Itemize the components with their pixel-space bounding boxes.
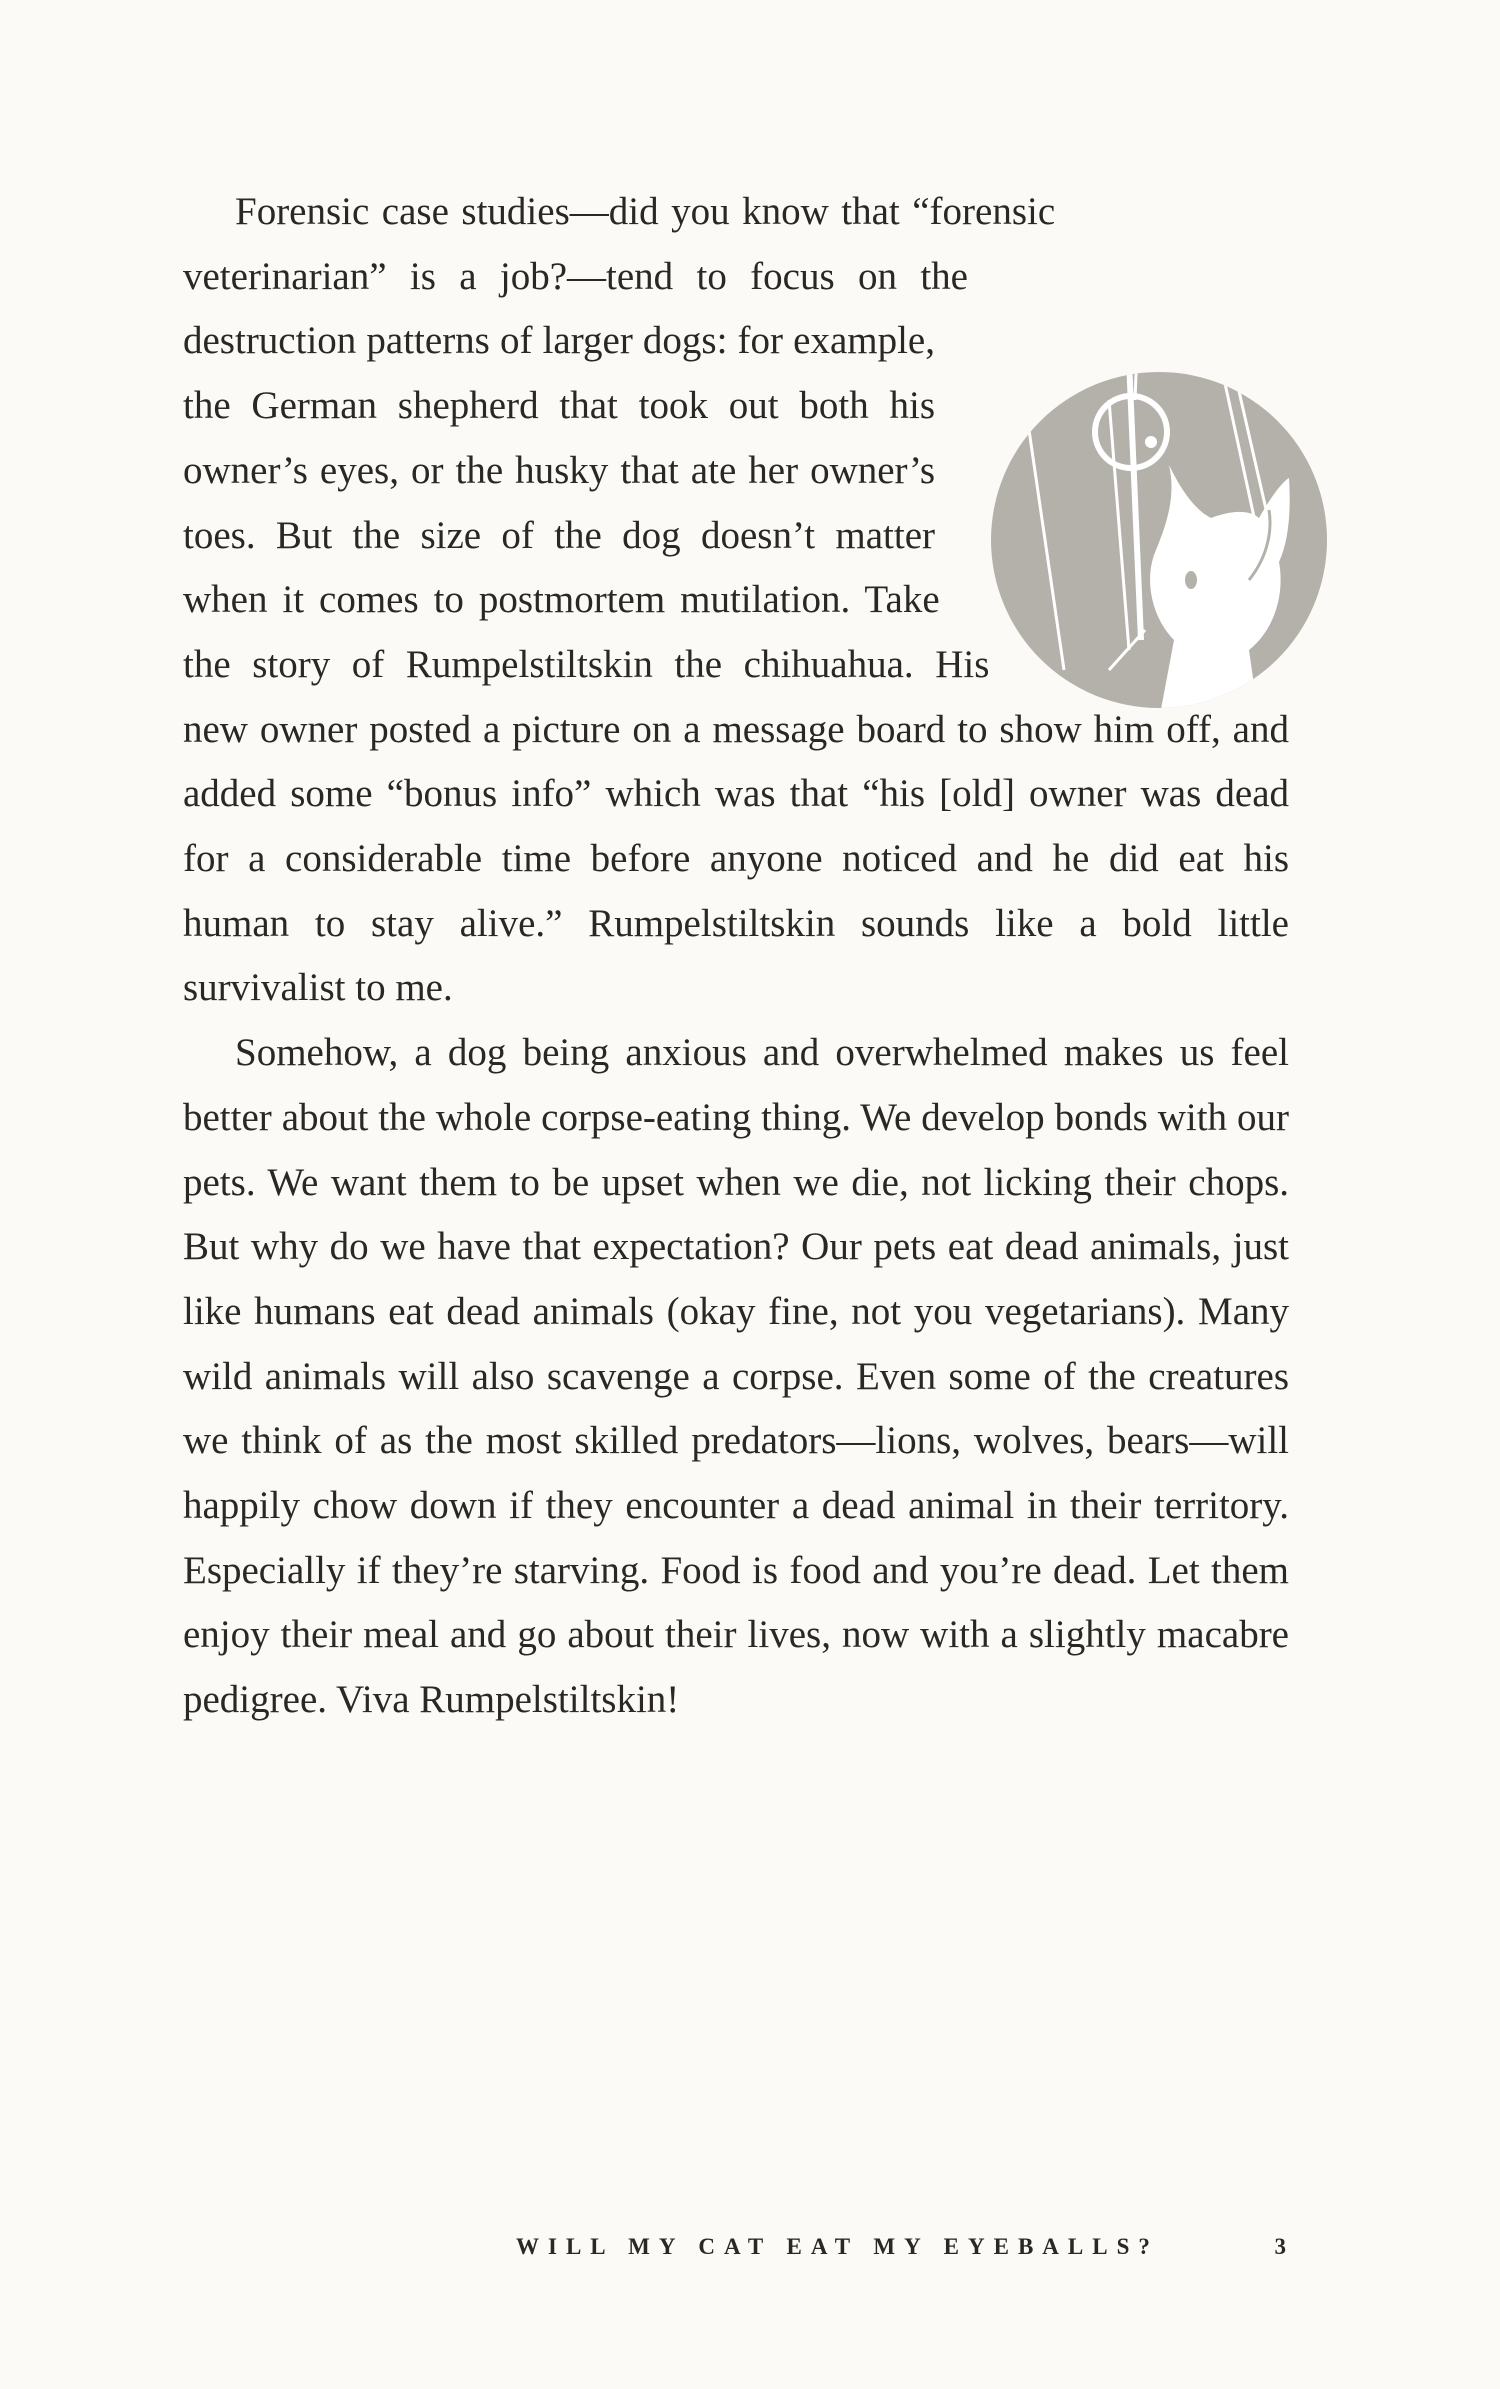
body-text <box>183 180 1289 1733</box>
paragraph-1: Forensic case studies—did you know that “forensic veterinarian” is a job?—tend to focus on the destruction patterns of larger dogs: for example, the German shepherd that took out both his owner’s eyes, or the husky that ate her owner’s toes. But the size of the dog doesn’t matter when it comes to postmortem mutilation. Take the story of Rumpelstiltskin the chihuahua. His new owner posted a picture on a message board to show him off, and added some “bonus info” which was that “his [old] owner was dead for a considerable time before anyone noticed and he did eat his human to stay alive.” Rumpelstiltskin sounds like a bold little survivalist to me. <box>183 190 1289 1010</box>
page-footer <box>516 2234 1286 2260</box>
page-number: 3 <box>1274 2234 1286 2259</box>
cat-illustration-graphic <box>959 340 1339 740</box>
running-title: WILL MY CAT EAT MY EYEBALLS? <box>516 2234 1159 2259</box>
paragraph-2: Somehow, a dog being anxious and overwhelmed makes us feel better about the whole corpse-eating thing. We develop bonds with our pets. We want them to be upset when we die, not licking their chops. But why do we have that expectation? Our pets eat dead animals, just like humans eat dead animals (okay fine, not you vegetarians). Many wild animals will also scavenge a corpse. Even some of the creatures we think of as the most skilled predators—lions, wolves, bears—will happily chow down if they encounter a dead animal in their territory. Especially if they’re starving. Food is food and you’re dead. Let them enjoy their meal and go about their lives, now with a slightly macabre pedigree. Viva Rumpelstiltskin! <box>183 1031 1289 1722</box>
cat-illustration <box>949 340 1329 740</box>
